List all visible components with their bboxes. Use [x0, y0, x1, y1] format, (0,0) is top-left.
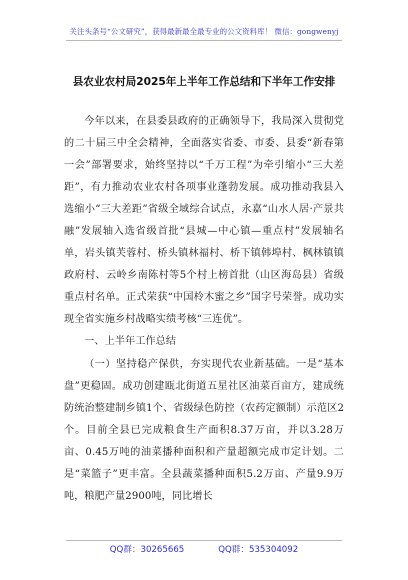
document-body	[64, 111, 344, 508]
section-paragraph: （一）坚持稳产保供，夯实现代农业新基础。一是“基本盘”更稳固。成功创建瓯北街道五星社区油菜百亩方，建成统防统治整建制乡镇1个、省级绿色防控（农药定额制）示范区2个。目前全县已完成粮食生产面积8.37万亩，并以3.28万亩、0.45万吨的油菜播种面积和产量超额完成市定计划。二是“菜篮子”更丰富。全县蔬菜播种面积5.2万亩、产量9.9万吨，粮肥产量2900吨，同比增长	[64, 358, 344, 502]
document-title: 县农业农村局2025年上半年工作总结和下半年工作安排	[72, 76, 336, 88]
intro-paragraph: 今年以来，在县委县政府的正确领导下，我局深入贯彻党的二十届三中全会精神，全面落实省委、市委、县委“新春第一会”部署要求，始终坚持以“千万工程”为牵引缩小“三大差距”，有力推动农业农村各项事业蓬勃发展。成功推动我县入选缩小“三大差距”省级全域综合试点，永嘉“山水人居·产景共融”发展轴入选省级首批“县城—中心镇—重点村”发展轴名单，岩头镇芙蓉村、桥头镇林福村、桥下镇韩埠村、枫林镇镇政府村、云岭乡南陈村等5个村上榜首批（山区海岛县）省级重点村名单。正式荣获“中国柃木蜜之乡”国字号荣誉。成功实现全省实施乡村战略实绩考核“三连优”。	[64, 116, 344, 326]
header-divider	[66, 40, 342, 41]
footer-qq-group-2: QQ群：535304092	[218, 545, 299, 555]
footer	[0, 543, 408, 555]
section-heading: 一、上半年工作总结	[84, 336, 177, 348]
footer-divider	[66, 540, 342, 541]
header-banner: 关注头条号“公文研究”，获得最新最全最专业的公文资料库！ 微信：gongwenyj	[69, 27, 339, 36]
footer-qq-group-1: QQ群：30265665	[109, 545, 185, 555]
